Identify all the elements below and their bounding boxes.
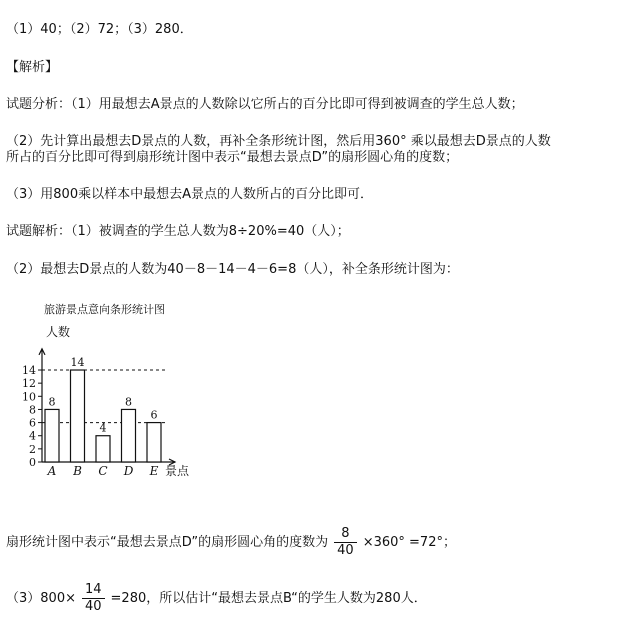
bar-e xyxy=(147,423,161,462)
y-tick-label-0: 0 xyxy=(29,456,36,469)
data-label-a: 8 xyxy=(48,395,56,409)
y-tick-label-6: 6 xyxy=(29,416,36,430)
x-axis-label: 景点 xyxy=(165,464,190,478)
y-ticks xyxy=(22,364,42,469)
x-categories xyxy=(47,464,159,478)
analysis-header: 【解析】 xyxy=(6,60,59,75)
bar-b xyxy=(71,370,85,462)
x-category-a: A xyxy=(47,464,57,478)
y-tick-label-8: 8 xyxy=(29,403,36,417)
analysis-line-2b: 所占的百分比即可得到扇形统计图中表示“最想去景点D”的扇形圆心角的度数； xyxy=(6,150,459,165)
y-axis-label: 人数 xyxy=(46,325,71,339)
fraction-numerator: 14 xyxy=(82,582,105,599)
data-label-b: 14 xyxy=(70,356,85,370)
y-tick-label-10: 10 xyxy=(22,390,36,404)
fraction-8-40 xyxy=(334,526,357,559)
bar-c xyxy=(96,436,110,462)
fraction-14-40 xyxy=(82,582,105,615)
x-category-c: C xyxy=(98,464,108,478)
solution-line-1: 试题解析：（1）被调查的学生总人数为8÷20%=40（人）； xyxy=(6,224,350,239)
solution-line-3-text: 扇形统计图中表示“最想去景点D”的扇形圆心角的度数为 xyxy=(6,535,329,550)
fraction-denominator: 40 xyxy=(337,543,354,558)
solution-line-3-result: ×360° =72°； xyxy=(362,535,456,550)
data-labels xyxy=(49,356,158,435)
solution-line-4-result: =280，所以估计“最想去景点B“的学生人数为280人． xyxy=(110,591,427,606)
solution-line-4-text: （3）800× xyxy=(6,591,76,606)
y-tick-label-2: 2 xyxy=(29,442,36,456)
answer-line: （1）40；（2）72；（3）280． xyxy=(6,22,193,37)
y-tick-label-4: 4 xyxy=(29,429,36,443)
fraction-numerator: 8 xyxy=(334,526,357,543)
data-label-e: 6 xyxy=(150,408,158,422)
fraction-denominator: 40 xyxy=(84,599,102,614)
y-tick-label-14: 14 xyxy=(22,364,36,378)
x-category-b: B xyxy=(73,464,82,478)
bar-chart xyxy=(18,298,218,478)
bar-d xyxy=(122,409,136,462)
chart-title: 旅游景点意向条形统计图 xyxy=(44,303,165,316)
bar-a xyxy=(45,409,59,462)
analysis-line-1: 试题分析：（1）用最想去A景点的人数除以它所占的百分比即可得到被调查的学生总人数； xyxy=(6,97,524,112)
solution-line-4 xyxy=(6,582,427,615)
solution-line-3 xyxy=(6,526,456,559)
solution-line-2: （2）最想去D景点的人数为40－8－14－4－6=8（人），补全条形统计图为： xyxy=(6,262,459,277)
data-label-c: 4 xyxy=(99,421,107,435)
analysis-line-2a: （2）先计算出最想去D景点的人数，再补全条形统计图，然后用360° 乘以最想去D景点的人数 xyxy=(6,134,551,149)
x-category-e: E xyxy=(149,464,159,478)
y-tick-label-12: 12 xyxy=(22,377,36,391)
x-category-d: D xyxy=(123,464,134,478)
bars xyxy=(45,370,161,462)
analysis-line-3: （3）用800乘以样本中最想去A景点的人数所占的百分比即可． xyxy=(6,187,373,202)
data-label-d: 8 xyxy=(125,395,132,409)
